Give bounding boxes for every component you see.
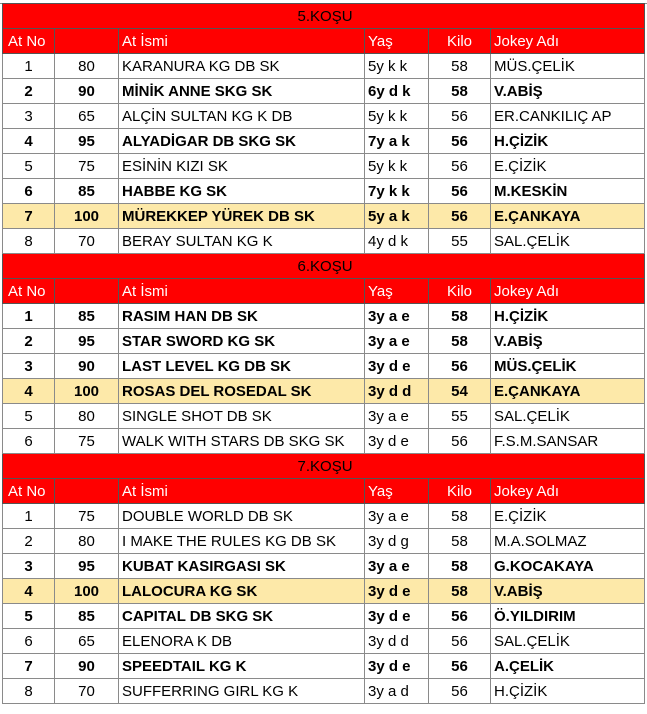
cell-jockey: H.ÇİZİK: [491, 679, 645, 704]
cell-jockey: MÜS.ÇELİK: [491, 354, 645, 379]
cell-name: SUFFERRING GIRL KG K: [119, 679, 365, 704]
column-header-jockey: Jokey Adı: [491, 479, 645, 504]
column-header-no: At No: [3, 279, 55, 304]
cell-name: ROSAS DEL ROSEDAL SK: [119, 379, 365, 404]
column-header-age: Yaş: [365, 279, 429, 304]
cell-pt: 100: [55, 579, 119, 604]
cell-name: SINGLE SHOT DB SK: [119, 404, 365, 429]
cell-pt: 90: [55, 354, 119, 379]
cell-name: KUBAT KASIRGASI SK: [119, 554, 365, 579]
cell-kilo: 56: [429, 629, 491, 654]
table-row: [3, 404, 645, 429]
cell-pt: 85: [55, 304, 119, 329]
cell-age: 5y k k: [365, 104, 429, 129]
table-row: [3, 429, 645, 454]
column-header-no: At No: [3, 29, 55, 54]
cell-age: 7y k k: [365, 179, 429, 204]
table-row: [3, 354, 645, 379]
cell-age: 3y a e: [365, 504, 429, 529]
cell-no: 4: [3, 129, 55, 154]
cell-pt: 95: [55, 554, 119, 579]
cell-age: 3y a d: [365, 679, 429, 704]
cell-jockey: M.KESKİN: [491, 179, 645, 204]
cell-age: 3y d e: [365, 354, 429, 379]
cell-age: 6y d k: [365, 79, 429, 104]
race-title: 5.KOŞU: [3, 4, 645, 29]
cell-name: KARANURA KG DB SK: [119, 54, 365, 79]
race-title-row: [3, 454, 645, 479]
cell-pt: 100: [55, 379, 119, 404]
cell-age: 7y a k: [365, 129, 429, 154]
cell-kilo: 58: [429, 579, 491, 604]
column-header-name: At İsmi: [119, 29, 365, 54]
cell-no: 6: [3, 429, 55, 454]
table-row: [3, 104, 645, 129]
cell-name: SPEEDTAIL KG K: [119, 654, 365, 679]
column-header-pt: [55, 279, 119, 304]
column-header-name: At İsmi: [119, 279, 365, 304]
cell-jockey: H.ÇİZİK: [491, 304, 645, 329]
cell-jockey: V.ABİŞ: [491, 579, 645, 604]
column-header-row: [3, 29, 645, 54]
cell-age: 3y a e: [365, 304, 429, 329]
cell-pt: 75: [55, 504, 119, 529]
column-header-kilo: Kilo: [429, 479, 491, 504]
column-header-kilo: Kilo: [429, 279, 491, 304]
cell-no: 5: [3, 404, 55, 429]
cell-kilo: 56: [429, 179, 491, 204]
cell-name: DOUBLE WORLD DB SK: [119, 504, 365, 529]
column-header-name: At İsmi: [119, 479, 365, 504]
cell-name: WALK WITH STARS DB SKG SK: [119, 429, 365, 454]
race-title-row: [3, 4, 645, 29]
cell-kilo: 55: [429, 229, 491, 254]
table-row: [3, 304, 645, 329]
cell-name: ALYADİGAR DB SKG SK: [119, 129, 365, 154]
table-row: [3, 579, 645, 604]
cell-name: MÜREKKEP YÜREK DB SK: [119, 204, 365, 229]
cell-kilo: 55: [429, 404, 491, 429]
cell-no: 6: [3, 179, 55, 204]
cell-jockey: ER.CANKILIÇ AP: [491, 104, 645, 129]
cell-no: 8: [3, 679, 55, 704]
cell-jockey: A.ÇELİK: [491, 654, 645, 679]
cell-name: BERAY SULTAN KG K: [119, 229, 365, 254]
cell-no: 4: [3, 579, 55, 604]
cell-kilo: 56: [429, 129, 491, 154]
table-row: [3, 79, 645, 104]
cell-jockey: V.ABİŞ: [491, 329, 645, 354]
cell-name: I MAKE THE RULES KG DB SK: [119, 529, 365, 554]
table-row: [3, 379, 645, 404]
cell-jockey: SAL.ÇELİK: [491, 629, 645, 654]
cell-age: 3y d g: [365, 529, 429, 554]
cell-name: RASIM HAN DB SK: [119, 304, 365, 329]
cell-jockey: SAL.ÇELİK: [491, 229, 645, 254]
cell-kilo: 56: [429, 354, 491, 379]
cell-jockey: F.S.M.SANSAR: [491, 429, 645, 454]
cell-name: LALOCURA KG SK: [119, 579, 365, 604]
table-row: [3, 129, 645, 154]
cell-age: 4y d k: [365, 229, 429, 254]
cell-jockey: E.ÇANKAYA: [491, 204, 645, 229]
table-row: [3, 154, 645, 179]
cell-age: 3y d d: [365, 629, 429, 654]
column-header-row: [3, 279, 645, 304]
cell-pt: 65: [55, 629, 119, 654]
cell-pt: 75: [55, 154, 119, 179]
cell-pt: 95: [55, 329, 119, 354]
column-header-jockey: Jokey Adı: [491, 29, 645, 54]
cell-no: 1: [3, 54, 55, 79]
cell-kilo: 56: [429, 154, 491, 179]
cell-name: ALÇİN SULTAN KG K DB: [119, 104, 365, 129]
cell-no: 5: [3, 154, 55, 179]
cell-pt: 80: [55, 404, 119, 429]
cell-pt: 65: [55, 104, 119, 129]
cell-jockey: E.ÇİZİK: [491, 504, 645, 529]
cell-age: 3y d e: [365, 429, 429, 454]
cell-jockey: SAL.ÇELİK: [491, 404, 645, 429]
cell-no: 2: [3, 529, 55, 554]
cell-jockey: G.KOCAKAYA: [491, 554, 645, 579]
cell-no: 3: [3, 354, 55, 379]
cell-kilo: 56: [429, 204, 491, 229]
column-header-age: Yaş: [365, 479, 429, 504]
cell-age: 3y a e: [365, 329, 429, 354]
cell-jockey: MÜS.ÇELİK: [491, 54, 645, 79]
cell-no: 7: [3, 204, 55, 229]
cell-age: 3y d e: [365, 654, 429, 679]
column-header-pt: [55, 29, 119, 54]
cell-kilo: 58: [429, 329, 491, 354]
table-row: [3, 204, 645, 229]
cell-pt: 80: [55, 529, 119, 554]
cell-age: 5y k k: [365, 154, 429, 179]
cell-jockey: Ö.YILDIRIM: [491, 604, 645, 629]
cell-kilo: 58: [429, 79, 491, 104]
race-title: 7.KOŞU: [3, 454, 645, 479]
cell-kilo: 56: [429, 429, 491, 454]
cell-no: 1: [3, 304, 55, 329]
cell-no: 5: [3, 604, 55, 629]
column-header-no: At No: [3, 479, 55, 504]
cell-name: HABBE KG SK: [119, 179, 365, 204]
cell-kilo: 58: [429, 529, 491, 554]
cell-pt: 70: [55, 679, 119, 704]
cell-jockey: E.ÇANKAYA: [491, 379, 645, 404]
cell-no: 2: [3, 79, 55, 104]
table-row: [3, 229, 645, 254]
table-row: [3, 504, 645, 529]
cell-jockey: H.ÇİZİK: [491, 129, 645, 154]
cell-no: 3: [3, 554, 55, 579]
cell-pt: 85: [55, 604, 119, 629]
cell-no: 7: [3, 654, 55, 679]
table-row: [3, 679, 645, 704]
cell-age: 3y a e: [365, 404, 429, 429]
race-table: [2, 3, 645, 704]
cell-kilo: 58: [429, 54, 491, 79]
cell-age: 3y d e: [365, 604, 429, 629]
cell-name: STAR SWORD KG SK: [119, 329, 365, 354]
cell-pt: 70: [55, 229, 119, 254]
cell-age: 5y k k: [365, 54, 429, 79]
cell-name: ESİNİN KIZI SK: [119, 154, 365, 179]
cell-pt: 90: [55, 654, 119, 679]
cell-pt: 85: [55, 179, 119, 204]
cell-age: 3y a e: [365, 554, 429, 579]
table-row: [3, 654, 645, 679]
column-header-age: Yaş: [365, 29, 429, 54]
cell-kilo: 58: [429, 554, 491, 579]
cell-pt: 80: [55, 54, 119, 79]
cell-kilo: 56: [429, 104, 491, 129]
cell-jockey: E.ÇİZİK: [491, 154, 645, 179]
cell-name: MİNİK ANNE SKG SK: [119, 79, 365, 104]
table-row: [3, 604, 645, 629]
cell-jockey: M.A.SOLMAZ: [491, 529, 645, 554]
cell-pt: 100: [55, 204, 119, 229]
cell-pt: 95: [55, 129, 119, 154]
cell-pt: 90: [55, 79, 119, 104]
table-row: [3, 529, 645, 554]
table-row: [3, 554, 645, 579]
cell-name: ELENORA K DB: [119, 629, 365, 654]
cell-kilo: 58: [429, 504, 491, 529]
cell-no: 2: [3, 329, 55, 354]
cell-kilo: 54: [429, 379, 491, 404]
cell-jockey: V.ABİŞ: [491, 79, 645, 104]
cell-no: 1: [3, 504, 55, 529]
race-title-row: [3, 254, 645, 279]
table-row: [3, 329, 645, 354]
cell-age: 3y d d: [365, 379, 429, 404]
column-header-row: [3, 479, 645, 504]
cell-name: CAPITAL DB SKG SK: [119, 604, 365, 629]
cell-no: 4: [3, 379, 55, 404]
table-row: [3, 54, 645, 79]
table-row: [3, 179, 645, 204]
column-header-pt: [55, 479, 119, 504]
cell-name: LAST LEVEL KG DB SK: [119, 354, 365, 379]
cell-kilo: 58: [429, 304, 491, 329]
cell-age: 5y a k: [365, 204, 429, 229]
cell-kilo: 56: [429, 654, 491, 679]
column-header-jockey: Jokey Adı: [491, 279, 645, 304]
cell-pt: 75: [55, 429, 119, 454]
cell-age: 3y d e: [365, 579, 429, 604]
cell-no: 6: [3, 629, 55, 654]
cell-kilo: 56: [429, 604, 491, 629]
cell-kilo: 56: [429, 679, 491, 704]
table-row: [3, 629, 645, 654]
cell-no: 8: [3, 229, 55, 254]
column-header-kilo: Kilo: [429, 29, 491, 54]
cell-no: 3: [3, 104, 55, 129]
race-title: 6.KOŞU: [3, 254, 645, 279]
